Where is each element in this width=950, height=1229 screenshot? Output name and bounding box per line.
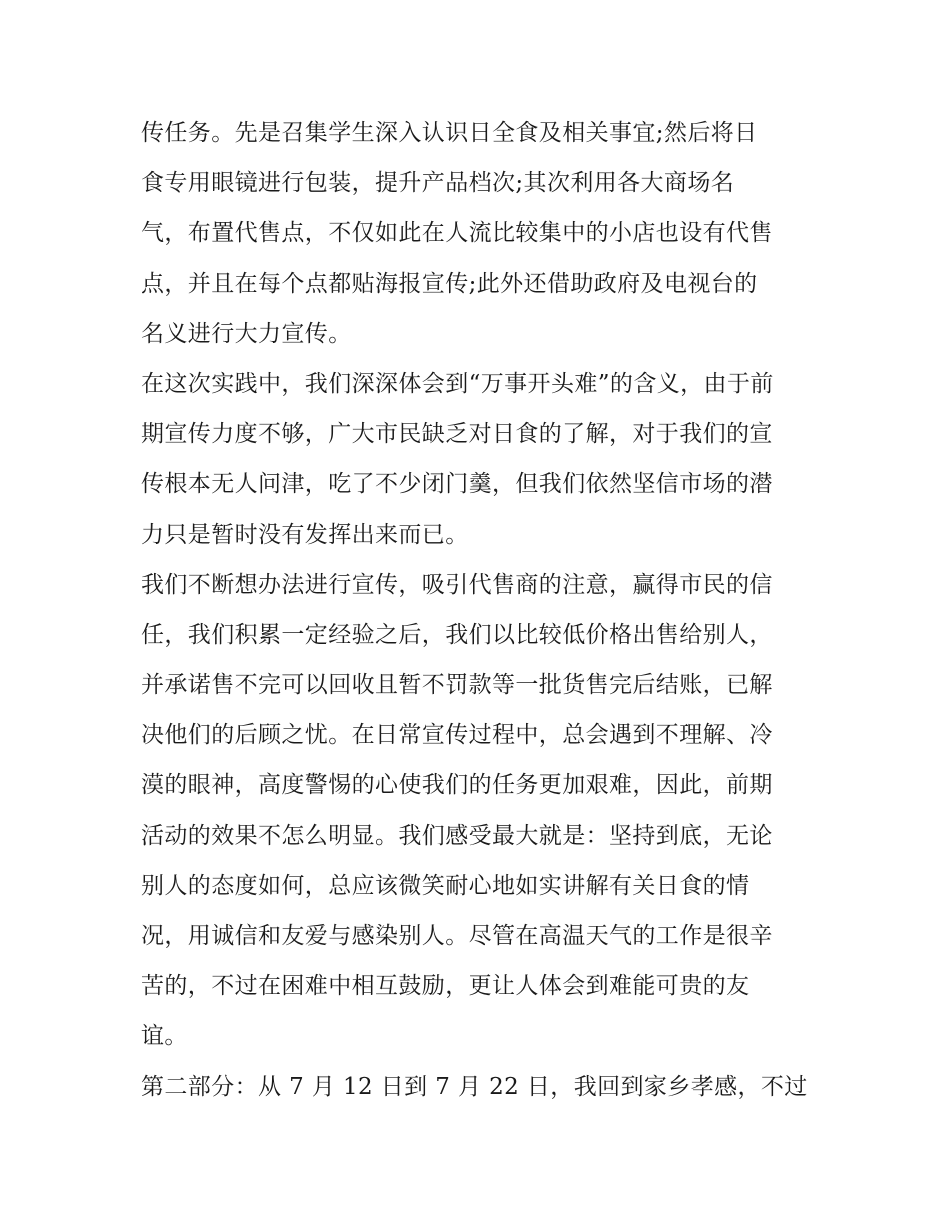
text-line: 活动的效果不怎么明显。我们感受最大就是：坚持到底，无论	[141, 822, 773, 849]
text-line: 谊。	[141, 1023, 188, 1050]
text-line: 别人的态度如何，总应该微笑耐心地如实讲解有关日食的情	[141, 872, 750, 899]
text-line: 漠的眼神，高度警惕的心使我们的任务更加艰难，因此，前期	[141, 772, 773, 799]
text-line: 并承诺售不完可以回收且暂不罚款等一批货售完后结账，已解	[141, 672, 773, 699]
text-line: 点，并且在每个点都贴海报宣传;此外还借助政府及电视台的	[141, 270, 758, 297]
text-line: 我们不断想办法进行宣传，吸引代售商的注意，赢得市民的信	[141, 571, 773, 598]
text-line: 力只是暂时没有发挥出来而已。	[141, 521, 469, 548]
text-line: 任，我们积累一定经验之后，我们以比较低价格出售给别人，	[141, 621, 773, 648]
paragraph-3	[141, 560, 821, 1062]
paragraph-2	[141, 359, 821, 560]
text-line: 苦的，不过在困难中相互鼓励，更让人体会到难能可贵的友	[141, 973, 750, 1000]
text-line: 传任务。先是召集学生深入认识日全食及相关事宜;然后将日	[141, 120, 758, 146]
text-line: 传根本无人问津，吃了不少闭门羹，但我们依然坚信市场的潜	[141, 471, 773, 498]
text-line: 名义进行大力宣传。	[141, 320, 352, 347]
text-line: 期宣传力度不够，广大市民缺乏对日食的了解，对于我们的宣	[141, 421, 773, 448]
paragraph-4	[141, 1062, 821, 1112]
document-body	[141, 108, 821, 1112]
text-line: 气，布置代售点，不仅如此在人流比较集中的小店也设有代售	[141, 220, 773, 247]
paragraph-1	[141, 108, 821, 359]
text-line: 食专用眼镜进行包装，提升产品档次;其次利用各大商场名	[141, 170, 735, 197]
text-line: 况，用诚信和友爱与感染别人。尽管在高温天气的工作是很辛	[141, 923, 773, 949]
text-line: 决他们的后顾之忧。在日常宣传过程中，总会遇到不理解、冷	[141, 722, 773, 749]
text-line: 第二部分：从 7 月 12 日到 7 月 22 日，我回到家乡孝感，不过	[141, 1073, 808, 1100]
text-line: 在这次实践中，我们深深体会到“万事开头难”的含义，由于前	[141, 370, 774, 397]
